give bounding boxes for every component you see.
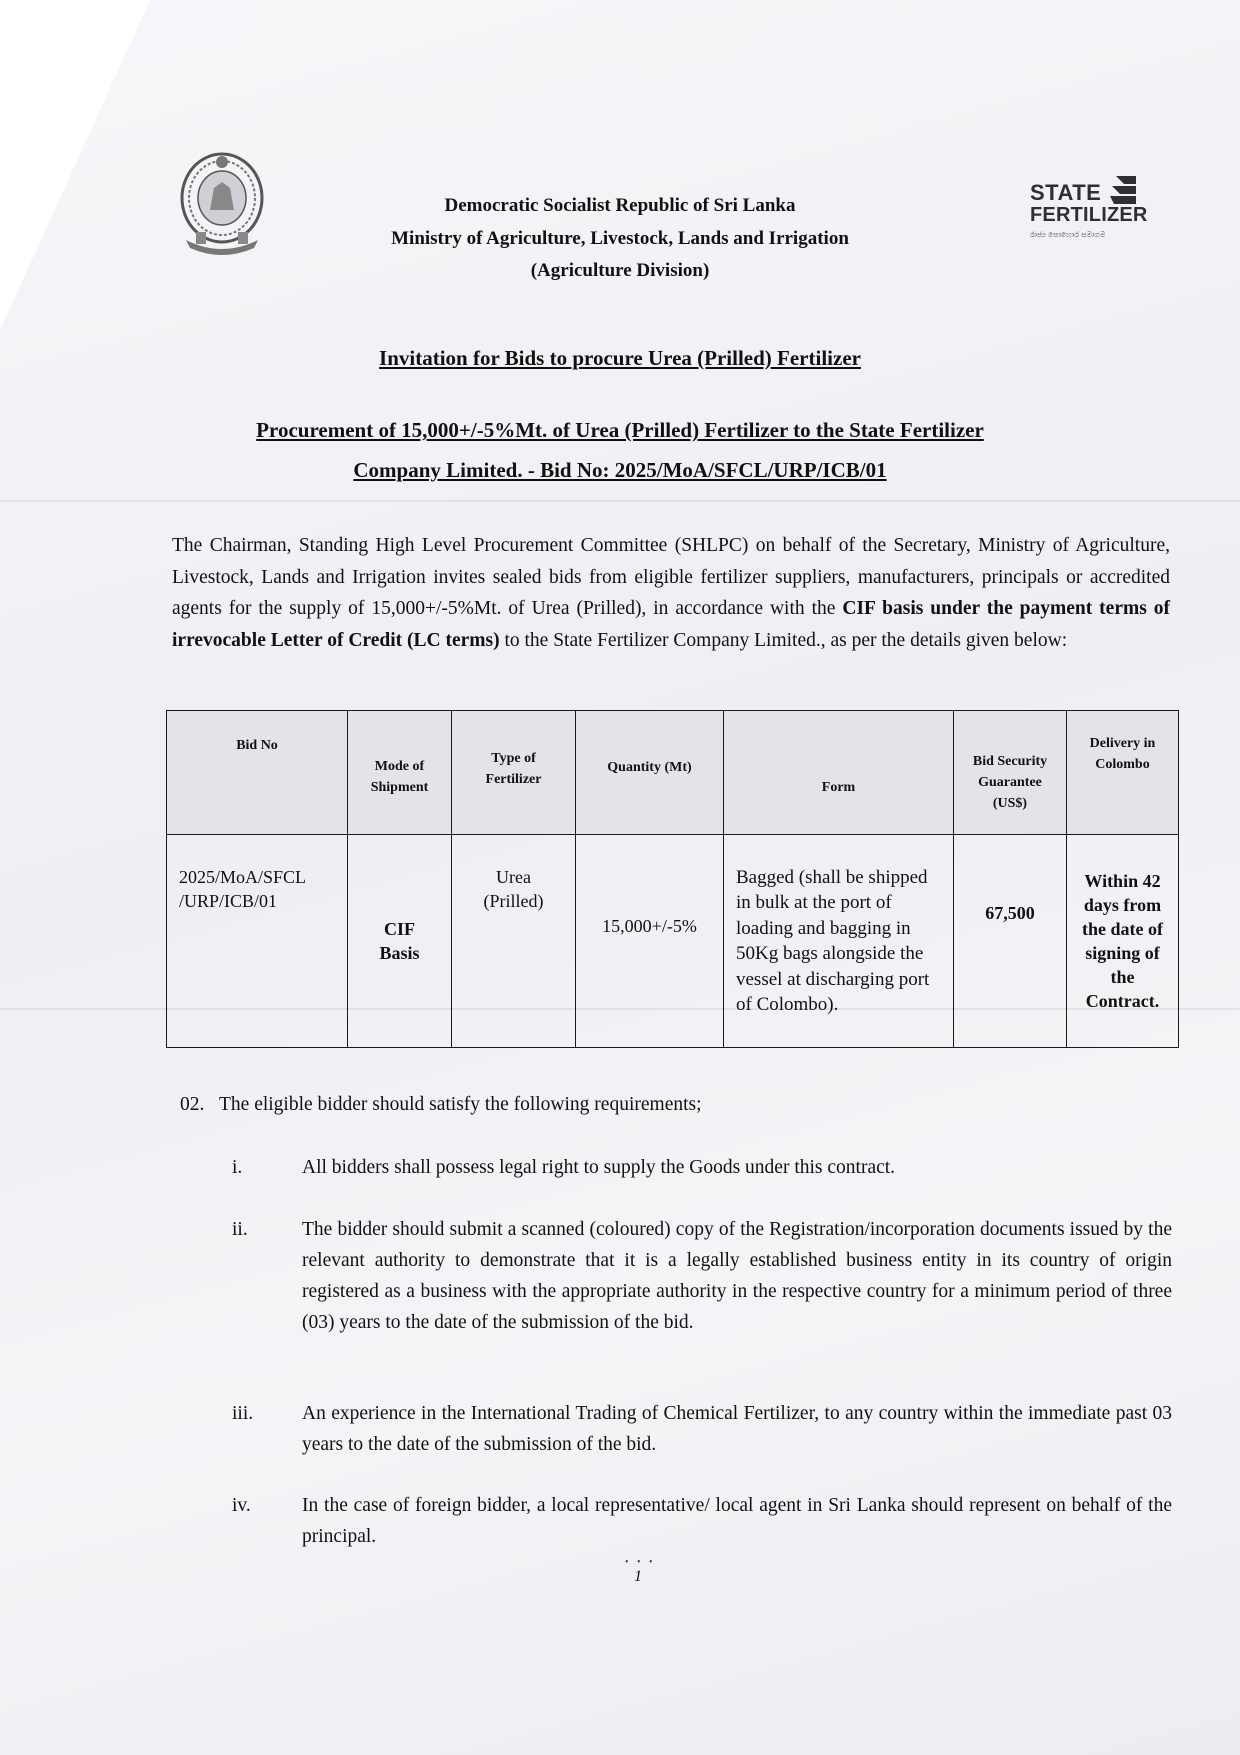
list-item-number: i. — [232, 1157, 243, 1178]
header-quantity: Quantity (Mt) — [576, 711, 724, 835]
header-type-of-fertilizer: Type of Fertilizer — [452, 711, 576, 835]
table-row — [167, 835, 1179, 1048]
table-header-row — [167, 711, 1179, 835]
logo-line2: FERTILIZER — [1030, 204, 1148, 226]
page-number: 1 — [634, 1568, 642, 1585]
intro-text-part2: to the State Fertilizer Company Limited., as per the details given below: — [499, 629, 1068, 651]
fold-line — [0, 500, 1240, 502]
header-country: Democratic Socialist Republic of Sri Lanka — [444, 195, 796, 216]
cell-bid-no: 2025/MoA/SFCL /URP/ICB/01 — [167, 835, 348, 1048]
cell-delivery: Within 42 days from the date of signing of the Contract. — [1067, 835, 1179, 1048]
cell-type-of-fertilizer: Urea (Prilled) — [452, 835, 576, 1048]
procurement-title-line1: Procurement of 15,000+/-5%Mt. of Urea (Prilled) Fertilizer to the State Fertilizer — [256, 418, 984, 442]
procurement-title-line2: Company Limited. - Bid No: 2025/MoA/SFCL/URP/ICB/01 — [353, 458, 887, 482]
cell-bid-security: 67,500 — [954, 835, 1067, 1048]
list-item-number: ii. — [232, 1219, 248, 1240]
requirements-lead — [180, 1094, 702, 1116]
header-bid-no: Bid No — [167, 711, 348, 835]
cell-form: Bagged (shall be shipped in bulk at the port of loading and bagging in 50Kg bags alongside the vessel at discharging port of Colombo). — [724, 835, 954, 1048]
header-mode-of-shipment: Mode of Shipment — [348, 711, 452, 835]
requirements-lead-text: The eligible bidder should satisfy the following requirements; — [219, 1094, 702, 1115]
header-delivery: Delivery in Colombo — [1067, 711, 1179, 835]
list-item-text: An experience in the International Trading of Chemical Fertilizer, to any country within the immediate past 03 years to the date of the submission of the bid. — [302, 1403, 1172, 1455]
list-item-text: All bidders shall possess legal right to supply the Goods under this contract. — [302, 1157, 896, 1178]
logo-tagline: රාජ්‍ය පොහොර සමාගම — [1030, 230, 1106, 239]
logo-line1: STATE — [1030, 180, 1102, 205]
header-form: Form — [724, 711, 954, 835]
cell-mode-of-shipment: CIF Basis — [348, 835, 452, 1048]
list-item-number: iii. — [232, 1403, 254, 1424]
list-item-text: The bidder should submit a scanned (coloured) copy of the Registration/incorporation documents issued by the relevant authority to demonstrate that it is a legally established business entity in its country of origin registered as a business with the appropriate authority in the respective country for a minimum period of three (03) years to the date of the submission of the bid. — [302, 1219, 1172, 1333]
intro-text-part1: The Chairman, Standing High Level Procurement Committee (SHLPC) on behalf of the Secretary, Ministry of Agriculture, Livestock, Lands and Irrigation invites sealed bids from eligible fertilizer suppliers, manufacturers, principals or accredited agents for the supply of 15,000+/-5%Mt. of Urea (Prilled), in accordance with the — [172, 535, 1170, 619]
cell-quantity: 15,000+/-5% — [576, 835, 724, 1048]
header-ministry: Ministry of Agriculture, Livestock, Lands and Irrigation — [391, 228, 849, 249]
page-dots: • • • — [625, 1557, 656, 1568]
header-bid-security: Bid Security Guarantee (US$) — [954, 711, 1067, 835]
list-item-text: In the case of foreign bidder, a local representative/ local agent in Sri Lanka should represent on behalf of the principal. — [302, 1495, 1172, 1547]
intro-paragraph — [172, 530, 1170, 656]
section-number: 02. — [180, 1094, 205, 1115]
intro-payment-terms: CIF basis under the payment terms of irrevocable Letter of Credit (LC terms) — [172, 598, 1171, 651]
document-title: Invitation for Bids to procure Urea (Prilled) Fertilizer — [379, 346, 861, 370]
bid-details-table — [166, 710, 1179, 1048]
header-division: (Agriculture Division) — [530, 260, 710, 281]
list-item-number: iv. — [232, 1495, 251, 1516]
